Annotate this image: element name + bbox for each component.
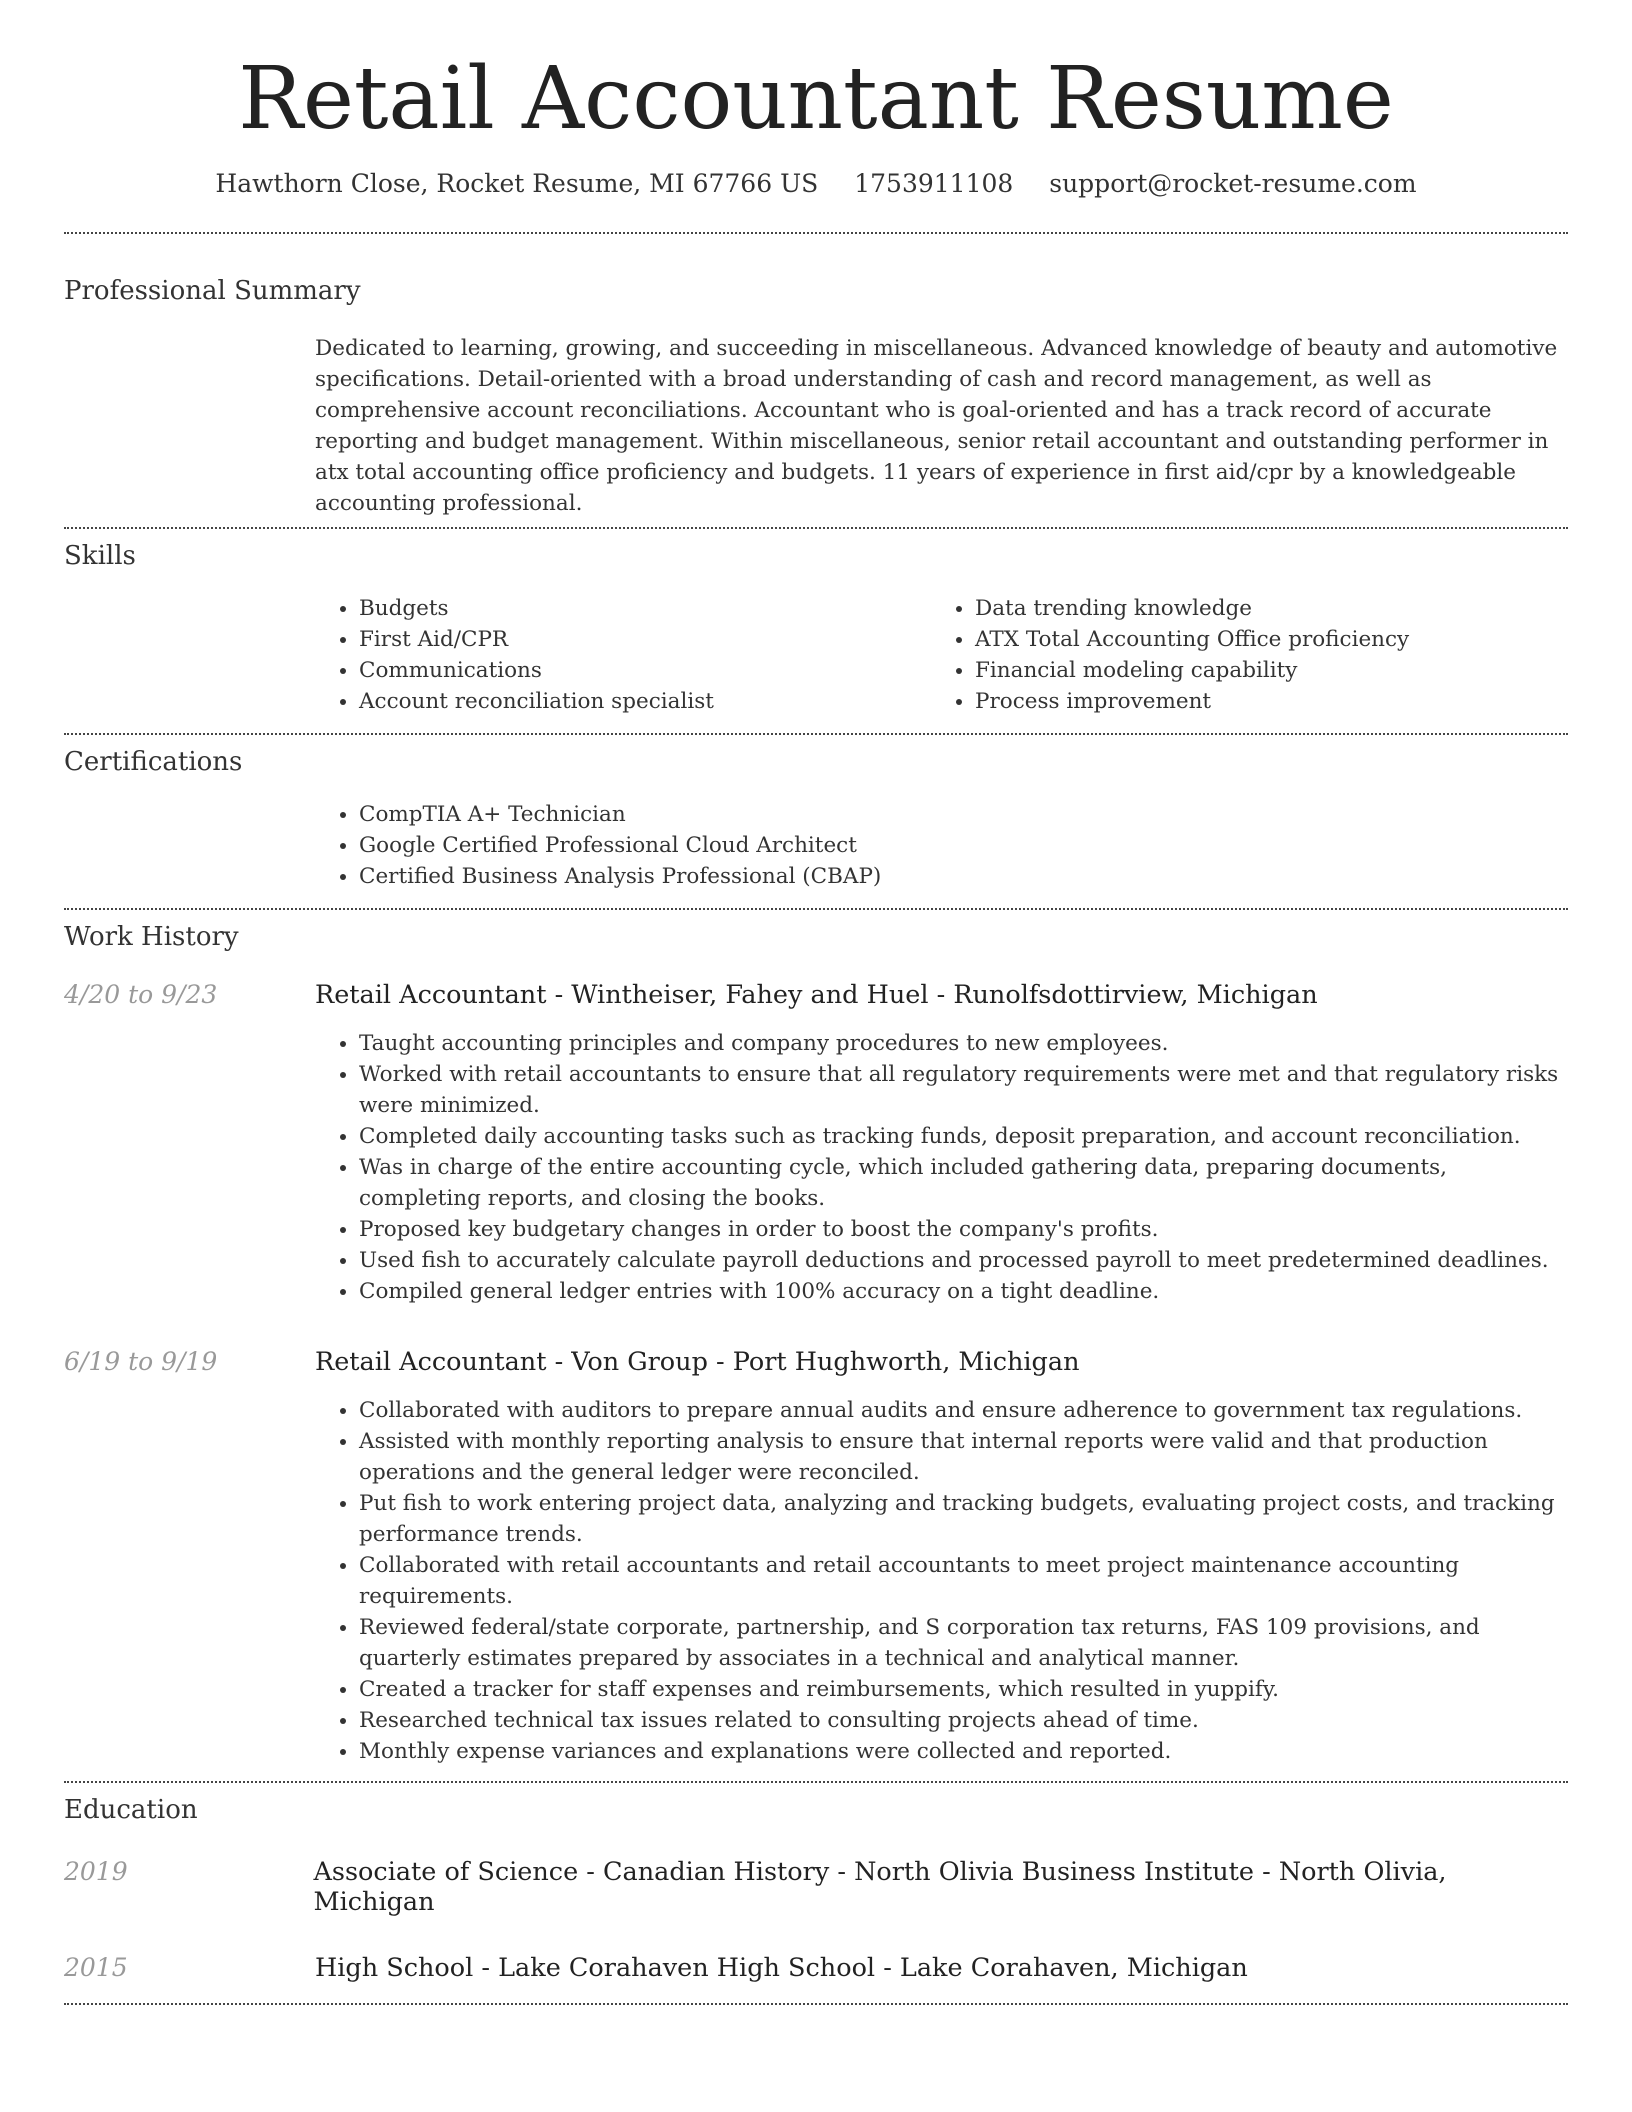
education-line [315,1953,1248,1983]
skill-item: • Budgets [359,593,931,624]
duty-item: • Created a tracker for staff expenses and reimbursements, which resulted in yuppify. [359,1674,1568,1705]
skill-item: • Financial modeling capability [975,655,1547,686]
job-title-line [315,1347,1080,1377]
resume-title: Retail Accountant Resume [238,49,1394,149]
summary-heading: Professional Summary [64,275,361,306]
job-header [64,1347,1568,1377]
certifications-list [315,799,1568,892]
separator: - [546,1346,572,1377]
summary-section [64,276,1568,519]
duty-item: • Proposed key budgetary changes in order to boost the company's profits. [359,1214,1568,1245]
certification-item: • Certified Business Analysis Professional (CBAP) [359,861,1568,892]
duty-item: • Monthly expense variances and explanations were collected and reported. [359,1736,1568,1767]
contact-phone: 1753911108 [854,168,1014,198]
job-title: Retail Accountant [315,1346,547,1377]
skill-item: • Process improvement [975,686,1547,717]
skills-list-left [315,593,931,717]
duty-item: • Put fish to work entering project data, analyzing and tracking budgets, evaluating project costs, and tracking performance trends. [359,1488,1568,1550]
duty-item: • Reviewed federal/state corporate, partnership, and S corporation tax returns, FAS 109 provisions, and quarterly estimates prepared by associates in a technical and analytical manner. [359,1612,1568,1674]
job-entry [64,1347,1568,1767]
job-header [64,980,1568,1010]
duty-item: • Completed daily accounting tasks such as tracking funds, deposit preparation, and account reconciliation. [359,1121,1568,1152]
skills-section [64,541,1568,717]
education-year: 2019 [64,1856,128,1886]
duty-item: • Compiled general ledger entries with 100% accuracy on a tight deadline. [359,1276,1568,1307]
job-title: Retail Accountant [315,979,547,1010]
education-location: North Olivia, Michigan [313,1856,1447,1917]
job-location: Runolfsdottirview, Michigan [953,979,1318,1010]
contact-email: support@rocket-resume.com [1049,168,1417,198]
job-duties [315,1028,1568,1307]
duty-item: • Collaborated with retail accountants and retail accountants to meet project maintenance accounting requirements. [359,1550,1568,1612]
skill-item: • Account reconciliation specialist [359,686,931,717]
education-school: North Olivia Business Institute [854,1856,1254,1887]
duty-item: • Collaborated with auditors to prepare annual audits and ensure adherence to government tax regulations. [359,1395,1568,1426]
certifications-heading: Certifications [64,746,243,777]
education-line [313,1857,1568,1917]
separator: - [829,1856,855,1887]
duties-list [315,1395,1568,1767]
duty-item: • Used fish to accurately calculate payroll deductions and processed payroll to meet predetermined deadlines. [359,1245,1568,1276]
divider [64,908,1568,910]
divider [64,733,1568,735]
education-entry [64,1953,1568,1983]
certification-item: • Google Certified Professional Cloud Architect [359,830,1568,861]
skills-heading: Skills [64,540,136,571]
work-section [64,922,1568,1767]
job-dates: 4/20 to 9/23 [64,979,218,1009]
skills-list-right [931,593,1547,717]
certification-item: • CompTIA A+ Technician [359,799,1568,830]
skill-item: • First Aid/CPR [359,624,931,655]
separator: - [473,1952,499,1983]
duties-list [315,1028,1568,1307]
education-school: Lake Corahaven High School [498,1952,876,1983]
divider [64,232,1568,234]
education-degree: High School [315,1952,474,1983]
job-title-line [315,980,1318,1010]
job-company: Von Group [571,1346,708,1377]
skill-item: • Communications [359,655,931,686]
contact-address: Hawthorn Close, Rocket Resume, MI 67766 US [215,168,819,198]
contact-line [64,169,1568,198]
certifications-body [315,799,1568,892]
education-degree: Associate of Science - Canadian History [313,1856,830,1887]
job-company: Wintheiser, Fahey and Huel [571,979,929,1010]
duty-item: • Taught accounting principles and company procedures to new employees. [359,1028,1568,1059]
certifications-section [64,747,1568,892]
separator: - [546,979,572,1010]
job-dates: 6/19 to 9/19 [64,1346,218,1376]
education-heading: Education [64,1794,198,1825]
skill-item: • ATX Total Accounting Office proficiency [975,624,1547,655]
summary-text: Dedicated to learning, growing, and succeeding in miscellaneous. Advanced knowledge of beauty and automotive specifications. Detail-oriented with a broad understanding of cash and record management, as well as comprehensive account reconciliations. Accountant who is goal-oriented and has a track record of accurate reporting and budget management. Within miscellaneous, senior retail accountant and outstanding performer in atx total accounting office proficiency and budgets. 11 years of experience in first aid/cpr by a knowledgeable accounting professional. [315,335,1558,516]
job-duties [315,1395,1568,1767]
separator: - [875,1952,900,1983]
job-entry [64,980,1568,1307]
duty-item: • Researched technical tax issues related to consulting projects ahead of time. [359,1705,1568,1736]
education-year: 2015 [64,1952,128,1982]
education-location: Lake Corahaven, Michigan [899,1952,1248,1983]
education-entry [64,1857,1568,1917]
skills-grid [315,593,1568,717]
job-location: Port Hughworth, Michigan [732,1346,1080,1377]
duty-item: • Was in charge of the entire accounting cycle, which included gathering data, preparing documents, completing reports, and closing the books. [359,1152,1568,1214]
resume-page [64,0,1568,2005]
divider [64,1781,1568,1783]
separator: - [1253,1856,1279,1887]
work-heading: Work History [64,921,239,952]
education-section [64,1795,1568,1983]
divider [64,527,1568,529]
skill-item: • Data trending knowledge [975,593,1547,624]
divider [64,2003,1568,2005]
duty-item: • Assisted with monthly reporting analysis to ensure that internal reports were valid and that production operations and the general ledger were reconciled. [359,1426,1568,1488]
separator: - [928,979,954,1010]
separator: - [707,1346,733,1377]
duty-item: • Worked with retail accountants to ensure that all regulatory requirements were met and that regulatory risks were minimized. [359,1059,1568,1121]
